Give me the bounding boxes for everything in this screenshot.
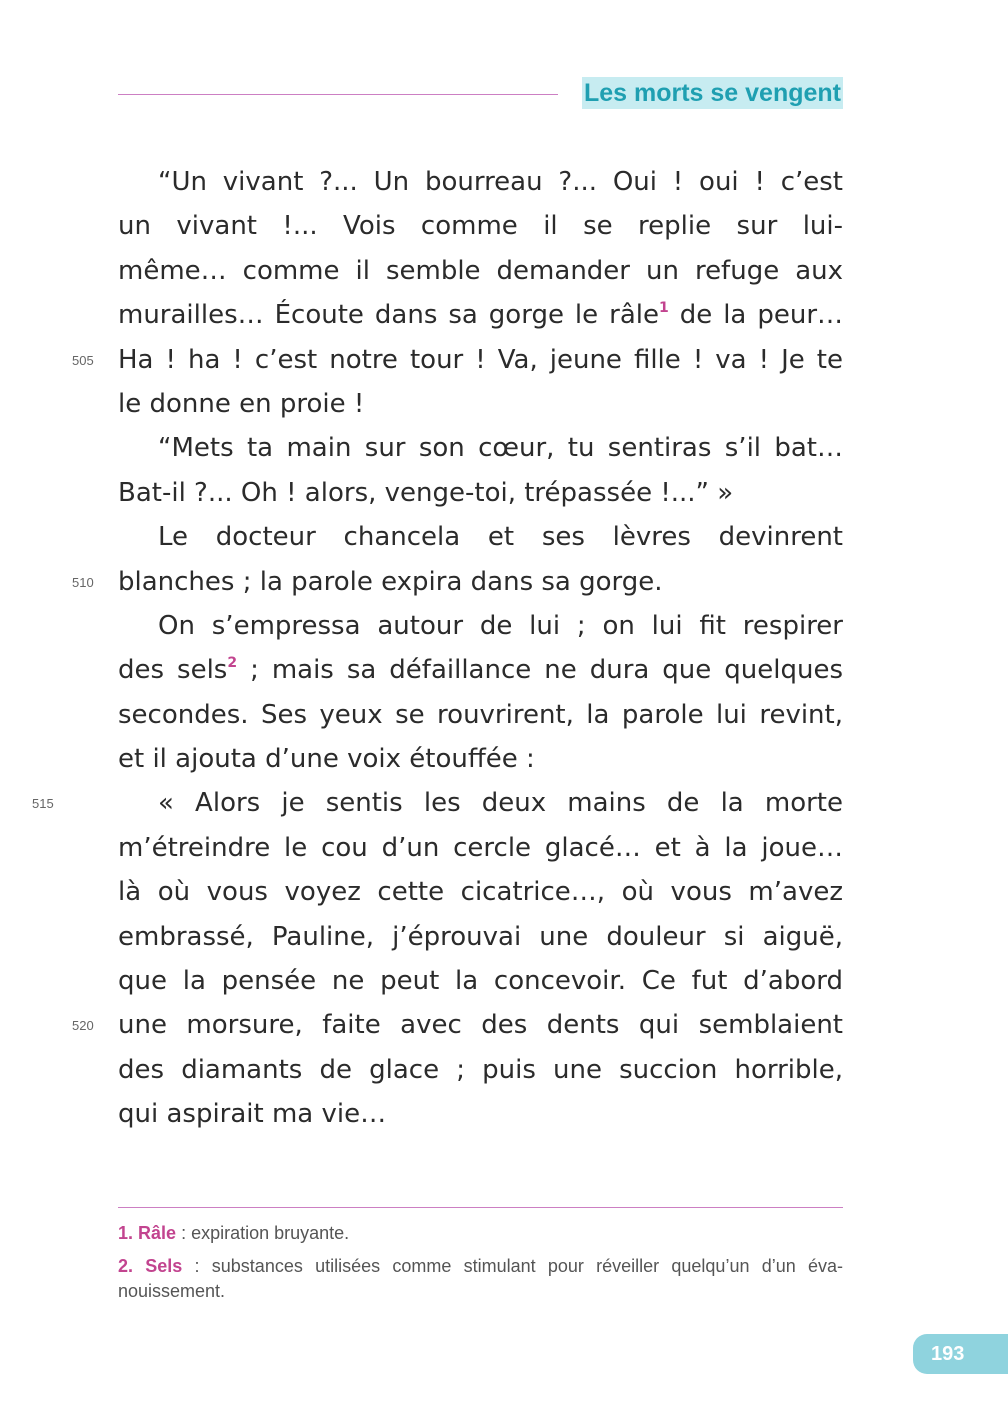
header-rule [118, 94, 558, 95]
line-number: 510 [72, 574, 94, 590]
text-line: même… comme il semble demander un refuge aux [118, 255, 843, 286]
text-line: On s’empressa autour de lui ; on lui fit respirer [158, 610, 843, 641]
footnotes [118, 1221, 843, 1312]
text-line: embrassé, Pauline, j’éprouvai une douleur si aiguë, [118, 921, 843, 952]
text-line [72, 338, 843, 382]
line-number: 520 [72, 1018, 94, 1034]
text-segment: de la peur… [668, 300, 844, 331]
text-line: Le docteur chancela et ses lèvres devinrent [158, 522, 843, 553]
text-line [32, 781, 843, 825]
text-line [118, 648, 843, 692]
footnote-text: : substances utilisées comme stimulant pour réveiller quelqu’un d’un éva-nouissement. [118, 1256, 843, 1301]
text-line: et il ajouta d’une voix étouffée : [118, 744, 535, 775]
text-line: un vivant !... Vois comme il se replie sur lui- [118, 211, 843, 242]
page-number: 193 [913, 1334, 1008, 1374]
text-line: “Mets ta main sur son cœur, tu sentiras s’il bat… [158, 433, 843, 464]
text-line: le donne en proie ! [118, 388, 365, 419]
text-segment: murailles… Écoute dans sa gorge le râle [118, 300, 659, 331]
footnote-term: Râle [138, 1223, 177, 1243]
text-segment: des sels [118, 655, 228, 686]
text-segment: Ha ! ha ! c’est notre tour ! Va, jeune fille ! va ! Je te [118, 344, 843, 375]
body-text [32, 160, 844, 1137]
line-number: 505 [72, 352, 94, 368]
footnote-text: : expiration bruyante. [176, 1223, 350, 1243]
text-line: des diamants de glace ; puis une succion horrible, [118, 1054, 843, 1085]
text-line [118, 293, 843, 337]
text-line: Bat-il ?... Oh ! alors, venge-toi, trépassée !...” » [118, 477, 734, 508]
text-line: que la pensée ne peut la concevoir. Ce fut d’abord [118, 966, 843, 997]
text-segment: une morsure, faite avec des dents qui semblaient [118, 1010, 843, 1041]
footnote-ref-2: 2 [227, 655, 238, 672]
text-line: secondes. Ses yeux se rouvrirent, la parole lui revint, [118, 699, 843, 730]
text-segment: « Alors je sentis les deux mains de la morte [158, 788, 843, 819]
footnote-number: 2. [118, 1256, 134, 1276]
text-line: “Un vivant ?... Un bourreau ?... Oui ! oui ! c’est [158, 167, 843, 197]
text-segment: blanches ; la parole expira dans sa gorge. [118, 566, 663, 597]
text-segment: ; mais sa défaillance ne dura que quelques [237, 655, 843, 686]
footnote-ref-1: 1 [658, 300, 669, 317]
footnote-2 [118, 1254, 843, 1304]
text-line: qui aspirait ma vie… [118, 1099, 387, 1130]
running-header-title: Les morts se vengent [583, 79, 841, 107]
footnote-number: 1. [118, 1223, 134, 1243]
footnote-rule [118, 1207, 843, 1208]
text-line [72, 560, 843, 604]
text-line [72, 1003, 843, 1047]
text-line: m’étreindre le cou d’un cercle glacé… et à la joue… [118, 832, 843, 863]
text-line: là où vous voyez cette cicatrice…, où vous m’avez [118, 877, 843, 908]
footnote-term: Sels [145, 1256, 183, 1276]
line-number: 515 [32, 796, 54, 812]
footnote-1 [118, 1221, 843, 1246]
